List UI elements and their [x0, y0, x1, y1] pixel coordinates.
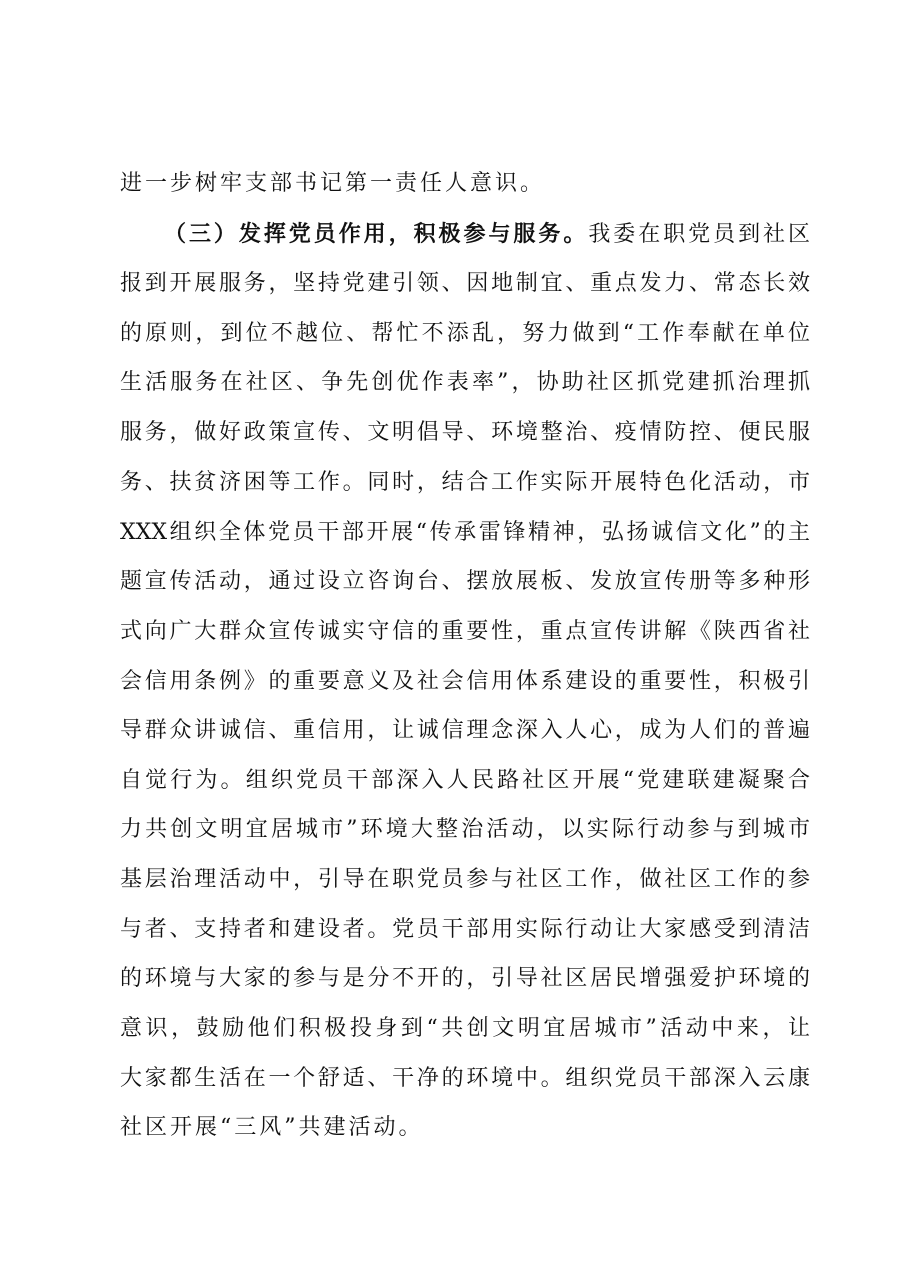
paragraph-line: 社区开展“三风”共建活动。 [120, 1115, 424, 1140]
paragraph-line: 生活服务在社区、争先创优作表率”，协助社区抓党建抓治理抓 [120, 370, 810, 395]
paragraph-line: 务、扶贫济困等工作。同时，结合工作实际开展特色化活动，市 [120, 470, 810, 495]
paragraph-line: XXX组织全体党员干部开展“传承雷锋精神，弘扬诚信文化”的主 [120, 520, 810, 545]
paragraph-line: 服务，做好政策宣传、文明倡导、环境整治、疫情防控、便民服 [120, 420, 810, 445]
paragraph-line: 题宣传活动，通过设立咨询台、摆放展板、发放宣传册等多种形 [120, 569, 810, 594]
paragraph-line: 导群众讲诚信、重信用，让诚信理念深入人心，成为人们的普遍 [120, 718, 810, 743]
paragraph-line: 会信用条例》的重要意义及社会信用体系建设的重要性，积极引 [120, 669, 810, 694]
paragraph-line: 大家都生活在一个舒适、干净的环境中。组织党员干部深入云康 [120, 1066, 810, 1091]
section-heading-line [164, 214, 810, 254]
paragraph-line: 的原则，到位不越位、帮忙不添乱，努力做到“工作奉献在单位 [120, 321, 810, 346]
paragraph-line: 进一步树牢支部书记第一责任人意识。 [120, 171, 546, 196]
paragraph-line: 式向广大群众宣传诚实守信的重要性，重点宣传讲解《陕西省社 [120, 619, 810, 644]
paragraph-line: 的环境与大家的参与是分不开的，引导社区居民增强爱护环境的 [120, 966, 810, 991]
paragraph-line: 基层治理活动中，引导在职党员参与社区工作，做社区工作的参 [120, 867, 810, 892]
paragraph-line: 报到开展服务，坚持党建引领、因地制宜、重点发力、常态长效 [120, 271, 810, 296]
paragraph-text: 我委在职党员到社区 [588, 222, 810, 247]
paragraph-line: 自觉行为。组织党员干部深入人民路社区开展“党建联建凝聚合 [120, 768, 810, 793]
paragraph-line: 与者、支持者和建设者。党员干部用实际行动让大家感受到清洁 [120, 917, 810, 942]
paragraph-line: 力共创文明宜居城市”环境大整治活动，以实际行动参与到城市 [120, 817, 810, 842]
section-heading: （三）发挥党员作用，积极参与服务。 [164, 221, 589, 247]
paragraph-line: 意识，鼓励他们积极投身到“共创文明宜居城市”活动中来，让 [120, 1016, 810, 1041]
